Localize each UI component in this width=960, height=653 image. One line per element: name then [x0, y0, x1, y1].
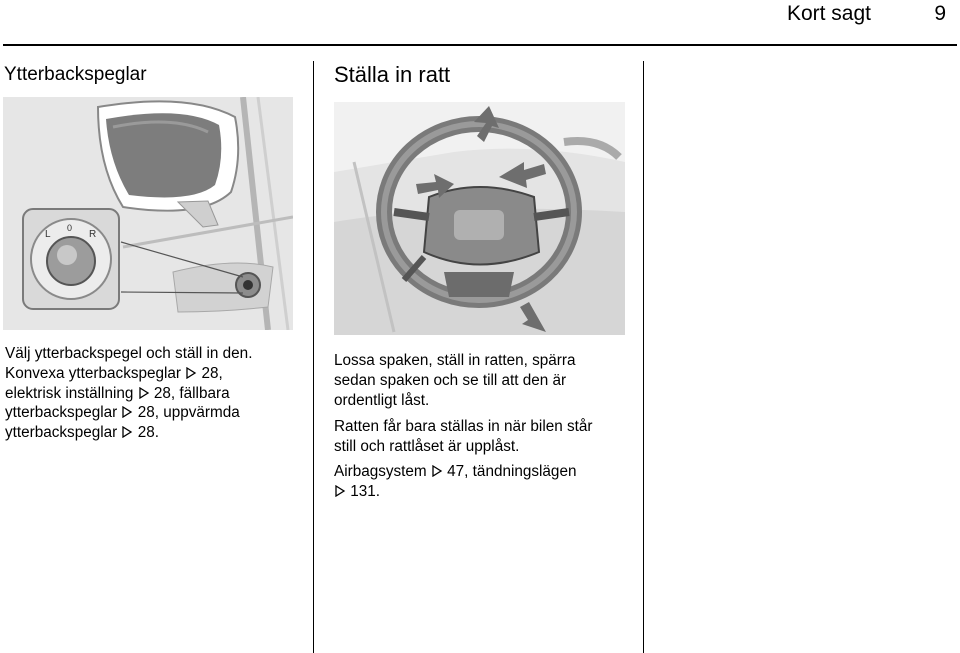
- page-ref-28[interactable]: 28, fällbara: [149, 384, 230, 402]
- section-heading-steering: Ställa in ratt: [334, 62, 451, 87]
- page-ref-icon: [185, 367, 197, 379]
- svg-text:0: 0: [67, 223, 73, 233]
- header-title: Kort sagt: [786, 2, 871, 25]
- text-line-3: elektrisk inställning: [5, 384, 134, 402]
- page-ref-47[interactable]: 47, tändningslägen: [442, 463, 577, 480]
- svg-text:R: R: [89, 229, 97, 240]
- text-line-5: ytterbackspeglar: [5, 424, 118, 442]
- page-ref-131[interactable]: 131.: [346, 482, 381, 500]
- steering-wheel-illustration: [334, 102, 625, 335]
- mirror-text: [5, 344, 305, 443]
- text-line-1: Lossa spaken, ställ in ratten, spärra: [334, 352, 576, 369]
- text-line-1: Välj ytterbackspegel och ställ in den.: [5, 345, 253, 362]
- page-ref-28[interactable]: 28, uppvärmda: [133, 404, 240, 422]
- text-line-6: Airbagsystem: [334, 463, 427, 480]
- header-rule: [3, 44, 957, 46]
- steering-text-3: [334, 462, 634, 502]
- steering-text-2: [334, 417, 634, 457]
- page-ref-28[interactable]: 28.: [133, 424, 159, 442]
- column-divider-right: [643, 61, 644, 653]
- column-divider-left: [313, 61, 314, 653]
- steering-text-1: [334, 351, 634, 410]
- page-number: 9: [934, 2, 946, 25]
- page-ref-icon: [121, 406, 133, 418]
- text-line-4: ytterbackspeglar: [5, 404, 118, 422]
- text-line-4: Ratten får bara ställas in när bilen står: [334, 418, 593, 435]
- text-line-5: still och rattlåset är upplåst.: [334, 437, 520, 455]
- text-line-2: sedan spaken och se till att den är: [334, 371, 567, 389]
- section-heading-mirrors: Ytterbackspeglar: [4, 64, 147, 85]
- text-line-2: Konvexa ytterbackspeglar: [5, 364, 182, 382]
- text-line-3: ordentligt låst.: [334, 391, 430, 409]
- page-ref-icon: [121, 426, 133, 438]
- svg-text:L: L: [45, 229, 51, 240]
- page-ref-icon: [334, 485, 346, 497]
- page-ref-icon: [138, 387, 150, 399]
- mirror-illustration: [3, 97, 293, 330]
- page-ref-28[interactable]: 28,: [197, 364, 223, 382]
- page-ref-icon: [431, 465, 443, 477]
